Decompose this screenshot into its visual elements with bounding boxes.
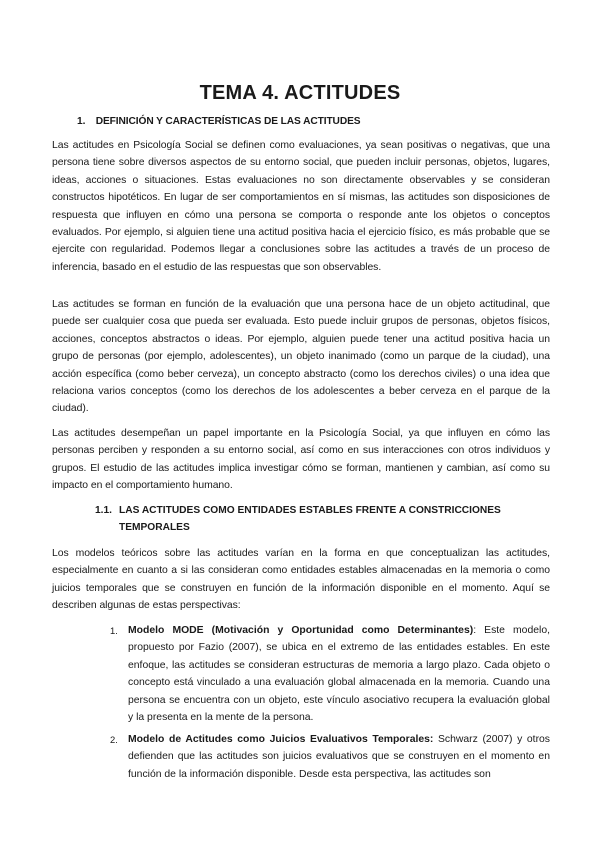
list-item-title: Modelo de Actitudes como Juicios Evaluativos Temporales: [128, 734, 434, 745]
subsection-heading-line2: TEMPORALES [119, 522, 190, 534]
list-item-text: : Este modelo, propuesto por Fazio (2007), se ubica en el extremo de las entidades estables. En este enfoque, las actitudes se consideran estructuras de memoria a largo plazo. Cada objeto o concepto está vinculado a una evaluación global almacenada en la memoria. Cuando una persona se encuentra con un objeto, este vínculo asociativo recupera la evaluación global y la presenta en la mente de la persona. [128, 625, 550, 724]
subsection-number: 1.1. [95, 505, 112, 516]
list-item-body [128, 622, 550, 726]
section-heading-text: DEFINICIÓN Y CARACTERÍSTICAS DE LAS ACTITUDES [95, 116, 361, 127]
paragraph-2: Las actitudes se forman en función de la evaluación que una persona hace de un objeto actitudinal, que puede ser cualquier cosa que pueda ser evaluada. Esto puede incluir grupos de personas, objetos físicos, acciones, conceptos abstractos o ideas. Por ejemplo, alguien puede tener una actitud positiva hacia un grupo de personas (por ejemplo, adolescentes), un objeto inanimado (como un parque de la ciudad), una acción específica (como beber cerveza), un concepto abstracto (como los derechos civiles) o una idea que relaciona varios conceptos (como los derechos de los adolescentes a beber cerveza en el parque de la ciudad). [52, 299, 550, 415]
section-heading-1 [77, 116, 360, 127]
paragraph-1: Las actitudes en Psicología Social se definen como evaluaciones, ya sean positivas o negativas, que una persona tiene sobre diversos aspectos de su entorno social, que pueden incluir personas, objetos, lugares, ideas, acciones o situaciones. Estas evaluaciones no son directamente observables y se consideran constructos hipotéticos. En lugar de ser comportamientos en sí mismas, las actitudes son disposiciones de respuesta que influyen en cómo una persona se comporta o responde ante los objetos o conceptos evaluados. Por ejemplo, si alguien tiene una actitud positiva hacia el ejercicio físico, es más probable que se ejercite con regularidad. Podemos llegar a conclusiones sobre las actitudes a través de un proceso de inferencia, basado en el estudio de las respuestas que son observables. [52, 140, 550, 273]
paragraph-4: Los modelos teóricos sobre las actitudes varían en la forma en que conceptualizan las actitudes, especialmente en cuanto a si las consideran como entidades estables almacenadas en la memoria o como juicios temporales que se construyen en función de la información disponible en el momento. Aquí se describen algunas de estas perspectivas: [52, 548, 550, 612]
paragraph-3: Las actitudes desempeñan un papel importante en la Psicología Social, ya que influyen en cómo las personas perciben y responden a su entorno social, así como en sus interacciones con otros individuos y grupos. El estudio de las actitudes implica investigar cómo se forman, mantienen y cambian, así como su impacto en el comportamiento humano. [52, 428, 550, 492]
list-item [110, 731, 550, 783]
list-item-number: 1. [110, 625, 118, 636]
list-item [110, 622, 550, 726]
page-title: TEMA 4. ACTITUDES [199, 82, 401, 104]
list-item-text: Schwarz (2007) y otros defienden que las actitudes son juicios evaluativos que se construyen en el momento en función de la información disponible. Desde esta perspectiva, las actitudes son [128, 734, 550, 780]
list-item-body [128, 731, 550, 783]
section-heading-1-1 [95, 502, 550, 537]
list-item-number: 2. [110, 734, 118, 745]
list-item-title: Modelo MODE (Motivación y Oportunidad como Determinantes) [128, 625, 474, 636]
subsection-heading-line1: LAS ACTITUDES COMO ENTIDADES ESTABLES FRENTE A CONSTRICCIONES [119, 505, 501, 516]
section-number: 1. [77, 116, 86, 127]
